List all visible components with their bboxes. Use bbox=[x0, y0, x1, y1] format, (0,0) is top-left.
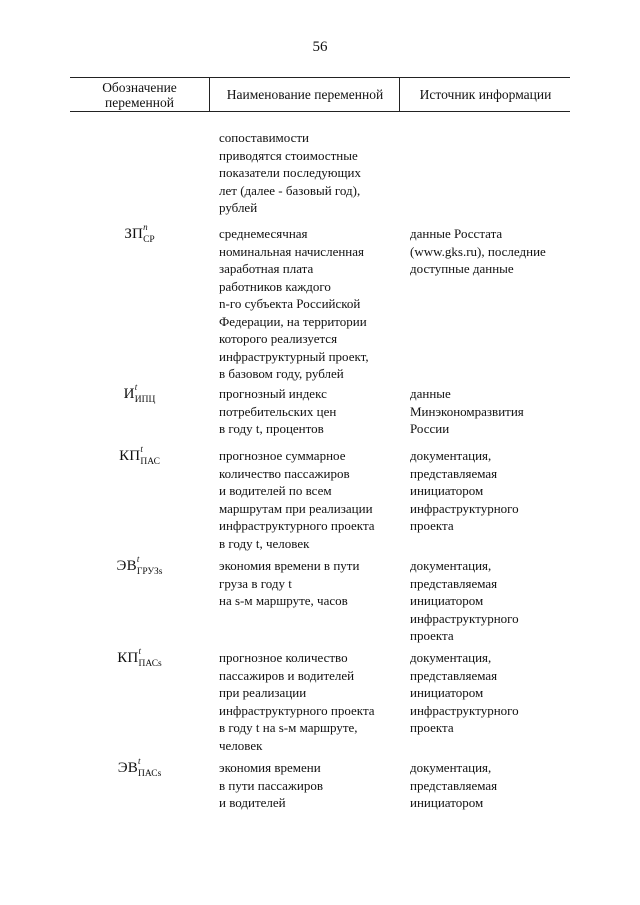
variable-symbol: ЗП bbox=[124, 226, 144, 242]
row-source: документация, представляемая инициатором инфраструктурного проекта bbox=[410, 448, 519, 533]
row-variable bbox=[70, 444, 209, 467]
header-col1-line1: Обозначение bbox=[102, 79, 177, 95]
row-description: экономия времени в пути пассажиров и водителей bbox=[219, 760, 324, 810]
variable-superscript: t bbox=[136, 554, 140, 564]
header-col1-line2: переменной bbox=[105, 94, 174, 110]
row-variable bbox=[70, 222, 209, 245]
row-variable bbox=[70, 756, 209, 779]
row-source: документация, представляемая инициатором инфраструктурного проекта bbox=[410, 650, 519, 735]
variable-subscript: СР bbox=[143, 235, 155, 245]
variable-superscript: t bbox=[138, 646, 141, 656]
row-description: экономия времени в пути груза в году t на s-м маршруте, часов bbox=[219, 558, 360, 608]
row-description: прогнозное количество пассажиров и водителей при реализации инфраструктурного проекта в году t на s-м маршруте, человек bbox=[219, 650, 375, 753]
variable-symbol: ЭВ bbox=[116, 558, 137, 574]
variable-subscript: ПАСs bbox=[138, 769, 162, 779]
variable-symbol: КП bbox=[119, 448, 141, 464]
variable-superscript: t bbox=[140, 444, 143, 454]
row-variable bbox=[70, 554, 209, 577]
row-source: данные Росстата (www.gks.ru), последние доступные данные bbox=[410, 226, 546, 276]
variable-superscript: t bbox=[138, 756, 141, 766]
row-description: среднемесячная номинальная начисленная заработная плата работников каждого n-го субъекта Российской Федерации, на территории которого реализуется инфраструктурный проект, в базовом году, рублей bbox=[219, 226, 369, 381]
row-source: данные Минэкономразвития России bbox=[410, 386, 524, 436]
header-variable-designation bbox=[70, 78, 209, 111]
row-description: сопоставимости приводятся стоимостные показатели последующих лет (далее - базовый год), рублей bbox=[219, 130, 361, 215]
variable-superscript: t bbox=[134, 382, 138, 392]
header-information-source: Источник информации bbox=[399, 78, 571, 111]
variable-subscript: ПАСs bbox=[138, 659, 162, 669]
row-variable bbox=[70, 382, 209, 405]
row-description: прогнозное суммарное количество пассажиров и водителей по всем маршрутам при реализации инфраструктурного проекта в году t, человек bbox=[219, 448, 375, 551]
variable-subscript: ГРУЗs bbox=[136, 567, 163, 577]
variable-subscript: ПАС bbox=[140, 457, 160, 467]
table-header bbox=[70, 77, 570, 112]
variable-symbol: ЭВ bbox=[117, 760, 138, 776]
variable-symbol: КП bbox=[117, 650, 139, 666]
header-variable-name: Наименование переменной bbox=[209, 78, 400, 111]
row-description: прогнозный индекс потребительских цен в году t, процентов bbox=[219, 386, 337, 436]
row-source: документация, представляемая инициатором инфраструктурного проекта bbox=[410, 558, 519, 643]
page-number: 56 bbox=[312, 39, 328, 55]
variable-superscript: n bbox=[143, 222, 148, 232]
row-variable bbox=[70, 646, 209, 669]
row-source: документация, представляемая инициатором bbox=[410, 760, 498, 810]
variable-symbol: И bbox=[123, 386, 135, 402]
variable-subscript: ИПЦ bbox=[134, 395, 156, 405]
